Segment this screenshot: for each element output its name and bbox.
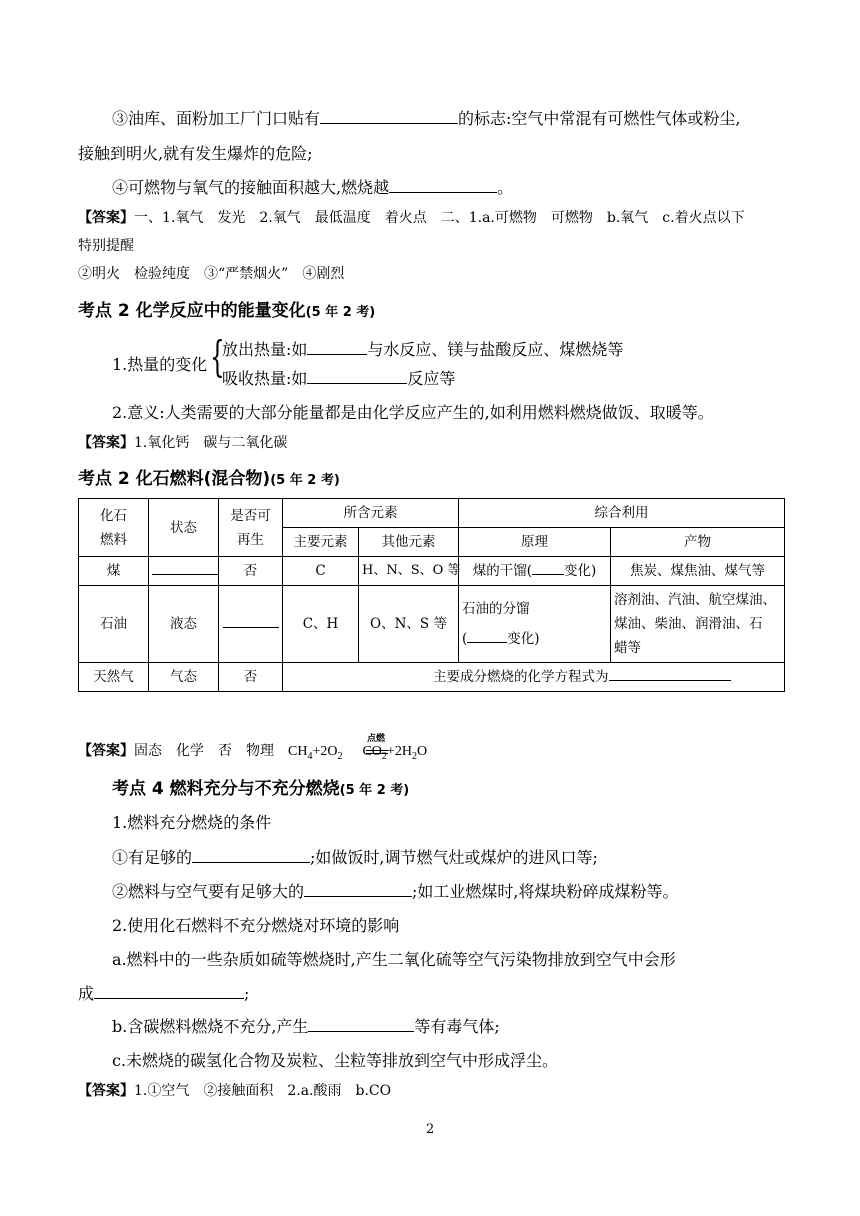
gas-name: 天然气 — [79, 663, 149, 692]
coal-name: 煤 — [79, 557, 149, 586]
section-title-energy — [78, 296, 375, 321]
oil-principle: 石油的分馏 ( 变化) — [459, 586, 611, 663]
section-title-fossil — [78, 464, 340, 489]
condition-2-blank[interactable] — [304, 882, 412, 897]
condition-1-blank[interactable] — [192, 848, 310, 863]
answer-4 — [78, 1080, 391, 1100]
header-main-element: 主要元素 — [283, 528, 359, 557]
title-note: (5 年 2 考) — [305, 305, 376, 320]
title-text: 考点 2 化石燃料(混合物) — [78, 469, 271, 489]
heat-change-label: 1.热量的变化 — [112, 355, 208, 374]
item4-line — [112, 175, 513, 198]
significance-line: 2.意义:人类需要的大部分能量都是由化学反应产生的,如利用燃料燃烧做饭、取暖等。 — [112, 403, 714, 422]
header-fuel: 化石 燃料 — [79, 499, 149, 557]
oil-renew-blank[interactable] — [219, 586, 283, 663]
coal-product: 焦炭、煤焦油、煤气等 — [611, 557, 785, 586]
item3-blank[interactable] — [320, 109, 458, 124]
header-renewable: 是否可 再生 — [219, 499, 283, 557]
condition-2: ②燃料与空气要有足够大的 ;如工业燃煤时,将煤块粉碎成煤粉等。 — [112, 882, 679, 901]
gas-state: 气态 — [149, 663, 219, 692]
item3-prefix: ③油库、面粉加工厂门口贴有 — [112, 109, 321, 128]
coal-main: C — [283, 557, 359, 586]
header-product: 产物 — [611, 528, 785, 557]
oil-state: 液态 — [149, 586, 219, 663]
header-use: 综合利用 — [459, 499, 785, 528]
title-note: (5 年 2 考) — [339, 783, 410, 798]
oil-principle-blank[interactable] — [467, 628, 507, 643]
answer-1-line2: 特别提醒 — [78, 238, 134, 254]
item3-suffix: 的标志:空气中常混有可燃性气体或粉尘, — [458, 109, 741, 128]
coal-principle: 煤的干馏( 变化) — [459, 557, 611, 586]
header-state: 状态 — [149, 499, 219, 557]
answer-label: 【答案】 — [78, 1083, 134, 1099]
equation-arrow — [366, 750, 388, 754]
impact-a-blank[interactable] — [94, 984, 244, 999]
table-row-oil — [79, 586, 785, 663]
absorb-prefix: 吸收热量:如 — [222, 369, 308, 388]
answer-1-line3: ②明火 检验纯度 ③“严禁烟火” ④剧烈 — [78, 266, 345, 282]
release-blank[interactable] — [307, 340, 367, 355]
table-header-row — [79, 499, 785, 528]
answer-1 — [78, 207, 745, 227]
impact-a: a.燃料中的一些杂质如硫等燃烧时,产生二氧化硫等空气污染物排放到空气中会形 — [112, 950, 676, 969]
equation-condition: 点燃 — [367, 734, 386, 744]
gas-equation-blank[interactable] — [609, 666, 731, 681]
title-note: (5 年 2 考) — [270, 473, 340, 488]
absorb-blank[interactable] — [307, 369, 407, 384]
coal-renew: 否 — [219, 557, 283, 586]
oil-main: C、H — [283, 586, 359, 663]
answer-text: 1.①空气 ②接触面积 2.a.酸雨 b.CO — [134, 1083, 392, 1099]
item4-blank[interactable] — [389, 178, 497, 193]
page-number: 2 — [426, 1122, 435, 1137]
release-heat-line — [222, 337, 623, 360]
title-text: 考点 4 燃料充分与不充分燃烧 — [112, 779, 340, 799]
item4-suffix: 。 — [497, 178, 514, 197]
answer-label: 【答案】 — [78, 210, 134, 226]
item3-line — [112, 106, 741, 129]
impact-a-cont: 成 ; — [78, 984, 250, 1003]
answer-text: 一、1.氧气 发光 2.氧气 最低温度 着火点 二、1.a.可燃物 可燃物 b.氧气 c.着火点以下 — [134, 210, 745, 226]
item3-line2: 接触到明火,就有发生爆炸的危险; — [78, 144, 313, 163]
item4-prefix: ④可燃物与氧气的接触面积越大,燃烧越 — [112, 178, 390, 197]
table-row-gas — [79, 663, 785, 692]
title-text: 考点 2 化学反应中的能量变化 — [78, 301, 306, 321]
gas-renew: 否 — [219, 663, 283, 692]
table-row-coal — [79, 557, 785, 586]
coal-principle-blank[interactable] — [532, 560, 564, 575]
header-other-element: 其他元素 — [359, 528, 459, 557]
impact-b: b.含碳燃料燃烧不充分,产生 等有毒气体; — [112, 1017, 500, 1036]
impact-heading: 2.使用化石燃料不充分燃烧对环境的影响 — [112, 916, 400, 935]
conditions-heading: 1.燃料充分燃烧的条件 — [112, 813, 272, 832]
answer-text: 1.氧化钙 碳与二氧化碳 — [134, 435, 288, 451]
release-prefix: 放出热量:如 — [222, 340, 308, 359]
answer-label: 【答案】 — [78, 743, 134, 759]
oil-other: O、N、S 等 — [359, 586, 459, 663]
coal-state-blank[interactable] — [149, 557, 219, 586]
absorb-suffix: 反应等 — [407, 369, 456, 388]
fossil-fuel-table — [78, 498, 785, 692]
oil-name: 石油 — [79, 586, 149, 663]
impact-b-blank[interactable] — [308, 1017, 414, 1032]
oil-product: 溶剂油、汽油、航空煤油、 煤油、柴油、润滑油、石 蜡等 — [611, 586, 785, 663]
impact-c: c.未燃烧的碳氢化合物及炭粒、尘粒等排放到空气中形成浮尘。 — [112, 1051, 559, 1070]
coal-other: H、N、S、O 等 — [359, 557, 459, 586]
answer-2 — [78, 432, 287, 452]
header-elements: 所含元素 — [283, 499, 459, 528]
brace-icon: { — [210, 332, 225, 381]
chemical-equation: $CH_4+2O_2$ $CO_2+2H_2O$ — [288, 744, 428, 762]
answer-label: 【答案】 — [78, 435, 134, 451]
gas-equation-prompt: 主要成分燃烧的化学方程式为 — [283, 663, 785, 692]
release-suffix: 与水反应、镁与盐酸反应、煤燃烧等 — [367, 340, 624, 359]
answer-text: 固态 化学 否 物理 — [134, 743, 288, 759]
condition-1: ①有足够的 ;如做饭时,调节燃气灶或煤炉的进风口等; — [112, 848, 598, 867]
absorb-heat-line — [222, 366, 455, 389]
section-title-combustion — [112, 774, 409, 799]
header-principle: 原理 — [459, 528, 611, 557]
